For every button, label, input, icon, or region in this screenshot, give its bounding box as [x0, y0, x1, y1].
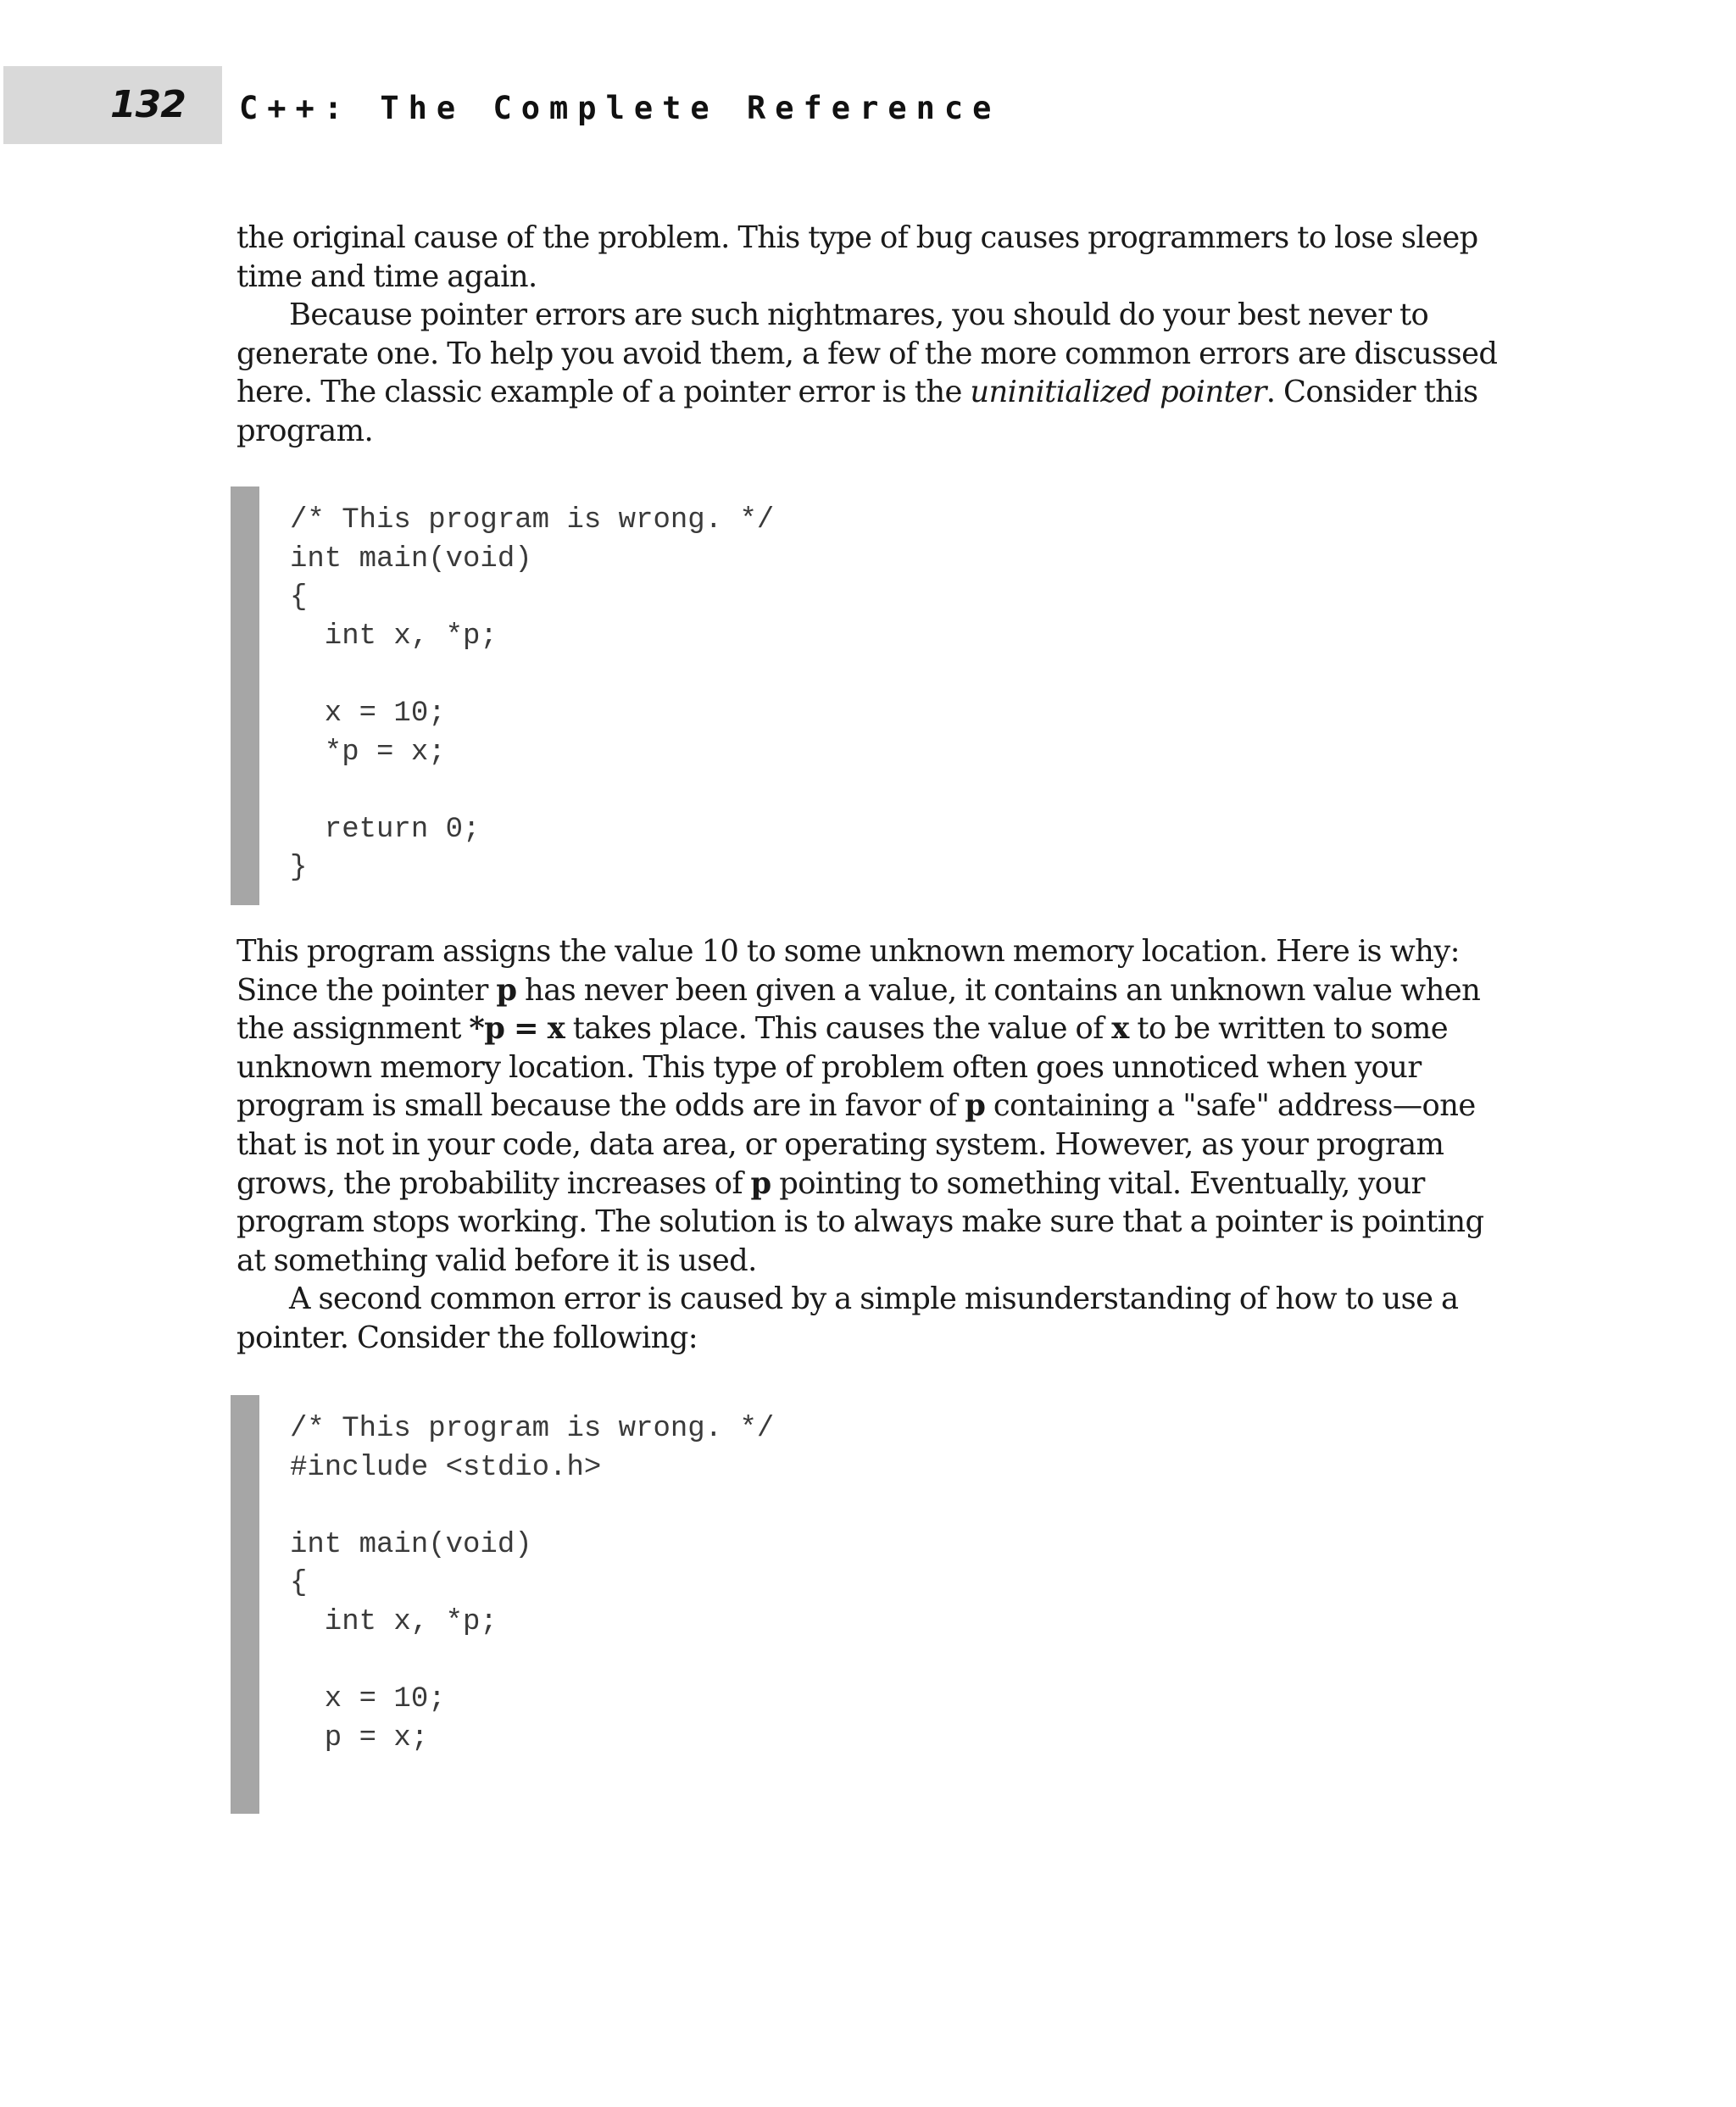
code-line — [290, 772, 774, 811]
code-identifier: p — [965, 1088, 986, 1124]
code-line: x = 10; — [290, 1683, 446, 1716]
code-line: int x, *p; — [290, 620, 498, 653]
text-run: pointing to something vital. Eventually, your — [771, 1165, 1425, 1201]
text-run: grows, the probability increases of — [236, 1165, 751, 1201]
text-run: the original cause of the problem. This type of bug causes programmers to lose sleep — [236, 220, 1478, 255]
running-header-title: C++: The Complete Reference — [239, 90, 1001, 126]
text-run: pointer. Consider the following: — [236, 1320, 698, 1355]
code-identifier: x — [1111, 1011, 1129, 1047]
code-listing-lines — [290, 1410, 774, 1758]
text-run: program stops working. The solution is to always make sure that a pointer is pointing — [236, 1204, 1484, 1240]
text-run: Because pointer errors are such nightmares, you should do your best never to — [289, 297, 1429, 333]
code-line — [290, 1487, 774, 1526]
code-line — [290, 1643, 774, 1682]
page-number: 132 — [110, 83, 186, 126]
code-line: { — [290, 1567, 308, 1600]
code-identifier: p — [496, 972, 517, 1008]
text-line — [236, 971, 1483, 1010]
text-run: program. — [236, 413, 374, 448]
text-run: generate one. To help you avoid them, a few of the more common errors are discussed — [236, 336, 1498, 371]
text-line — [236, 1165, 1483, 1204]
code-line: { — [290, 581, 308, 614]
code-line: int x, *p; — [290, 1605, 498, 1638]
body-text-1 — [236, 219, 1498, 451]
code-line: *p = x; — [290, 736, 446, 769]
text-line — [236, 1087, 1483, 1126]
text-run: Since the pointer — [236, 972, 497, 1008]
text-line — [236, 1009, 1483, 1048]
text-run: has never been given a value, it contains an unknown value when — [516, 972, 1481, 1008]
code-line — [290, 656, 774, 695]
code-line: /* This program is wrong. */ — [290, 504, 775, 536]
code-line: int main(void) — [290, 1528, 532, 1561]
text-run: the assignment — [236, 1011, 470, 1047]
code-line: x = 10; — [290, 697, 446, 730]
code-line: p = x; — [290, 1721, 429, 1754]
code-listing-1 — [231, 486, 1248, 905]
text-line — [236, 412, 1483, 451]
text-line — [236, 1203, 1483, 1242]
text-run: . Consider this — [1266, 375, 1478, 410]
code-line: int main(void) — [290, 542, 532, 575]
code-line: /* This program is wrong. */ — [290, 1413, 775, 1445]
text-run: program is small because the odds are in favor of — [236, 1088, 965, 1124]
text-run: here. The classic example of a pointer error is the — [236, 375, 971, 410]
code-identifier: *p = x — [469, 1011, 565, 1047]
text-line — [236, 373, 1483, 412]
code-listing-lines — [290, 502, 774, 888]
text-run: This program assigns the value 10 to some unknown memory location. Here is why: — [236, 934, 1460, 969]
text-run: containing a "safe" address—one — [985, 1088, 1476, 1124]
code-identifier: p — [750, 1165, 771, 1201]
text-run: A second common error is caused by a simple misunderstanding of how to use a — [289, 1281, 1459, 1317]
text-line — [236, 1319, 1483, 1358]
text-line — [236, 1242, 1483, 1281]
text-run: at something valid before it is used. — [236, 1243, 757, 1278]
text-run: unknown memory location. This type of problem often goes unnoticed when your — [236, 1049, 1422, 1085]
text-line — [236, 258, 1483, 297]
code-line: #include <stdio.h> — [290, 1451, 602, 1484]
code-line: return 0; — [290, 813, 481, 846]
code-listing-bar — [231, 1395, 259, 1814]
text-line — [236, 1280, 1483, 1319]
code-line: } — [290, 852, 308, 885]
text-run: time and time again. — [236, 259, 537, 294]
text-line — [236, 1126, 1483, 1165]
emphasized-term: uninitialized pointer — [970, 375, 1266, 410]
text-line — [236, 335, 1498, 374]
text-run: takes place. This causes the value of — [565, 1011, 1112, 1047]
body-text-2 — [236, 932, 1483, 1358]
text-line — [236, 1048, 1483, 1087]
text-run: to be written to some — [1128, 1011, 1449, 1047]
text-line — [236, 296, 1483, 335]
code-listing-bar — [231, 486, 259, 905]
text-line — [236, 932, 1483, 971]
text-run: that is not in your code, data area, or operating system. However, as your program — [236, 1126, 1444, 1162]
text-line — [236, 219, 1483, 258]
code-listing-2 — [231, 1395, 1248, 1814]
